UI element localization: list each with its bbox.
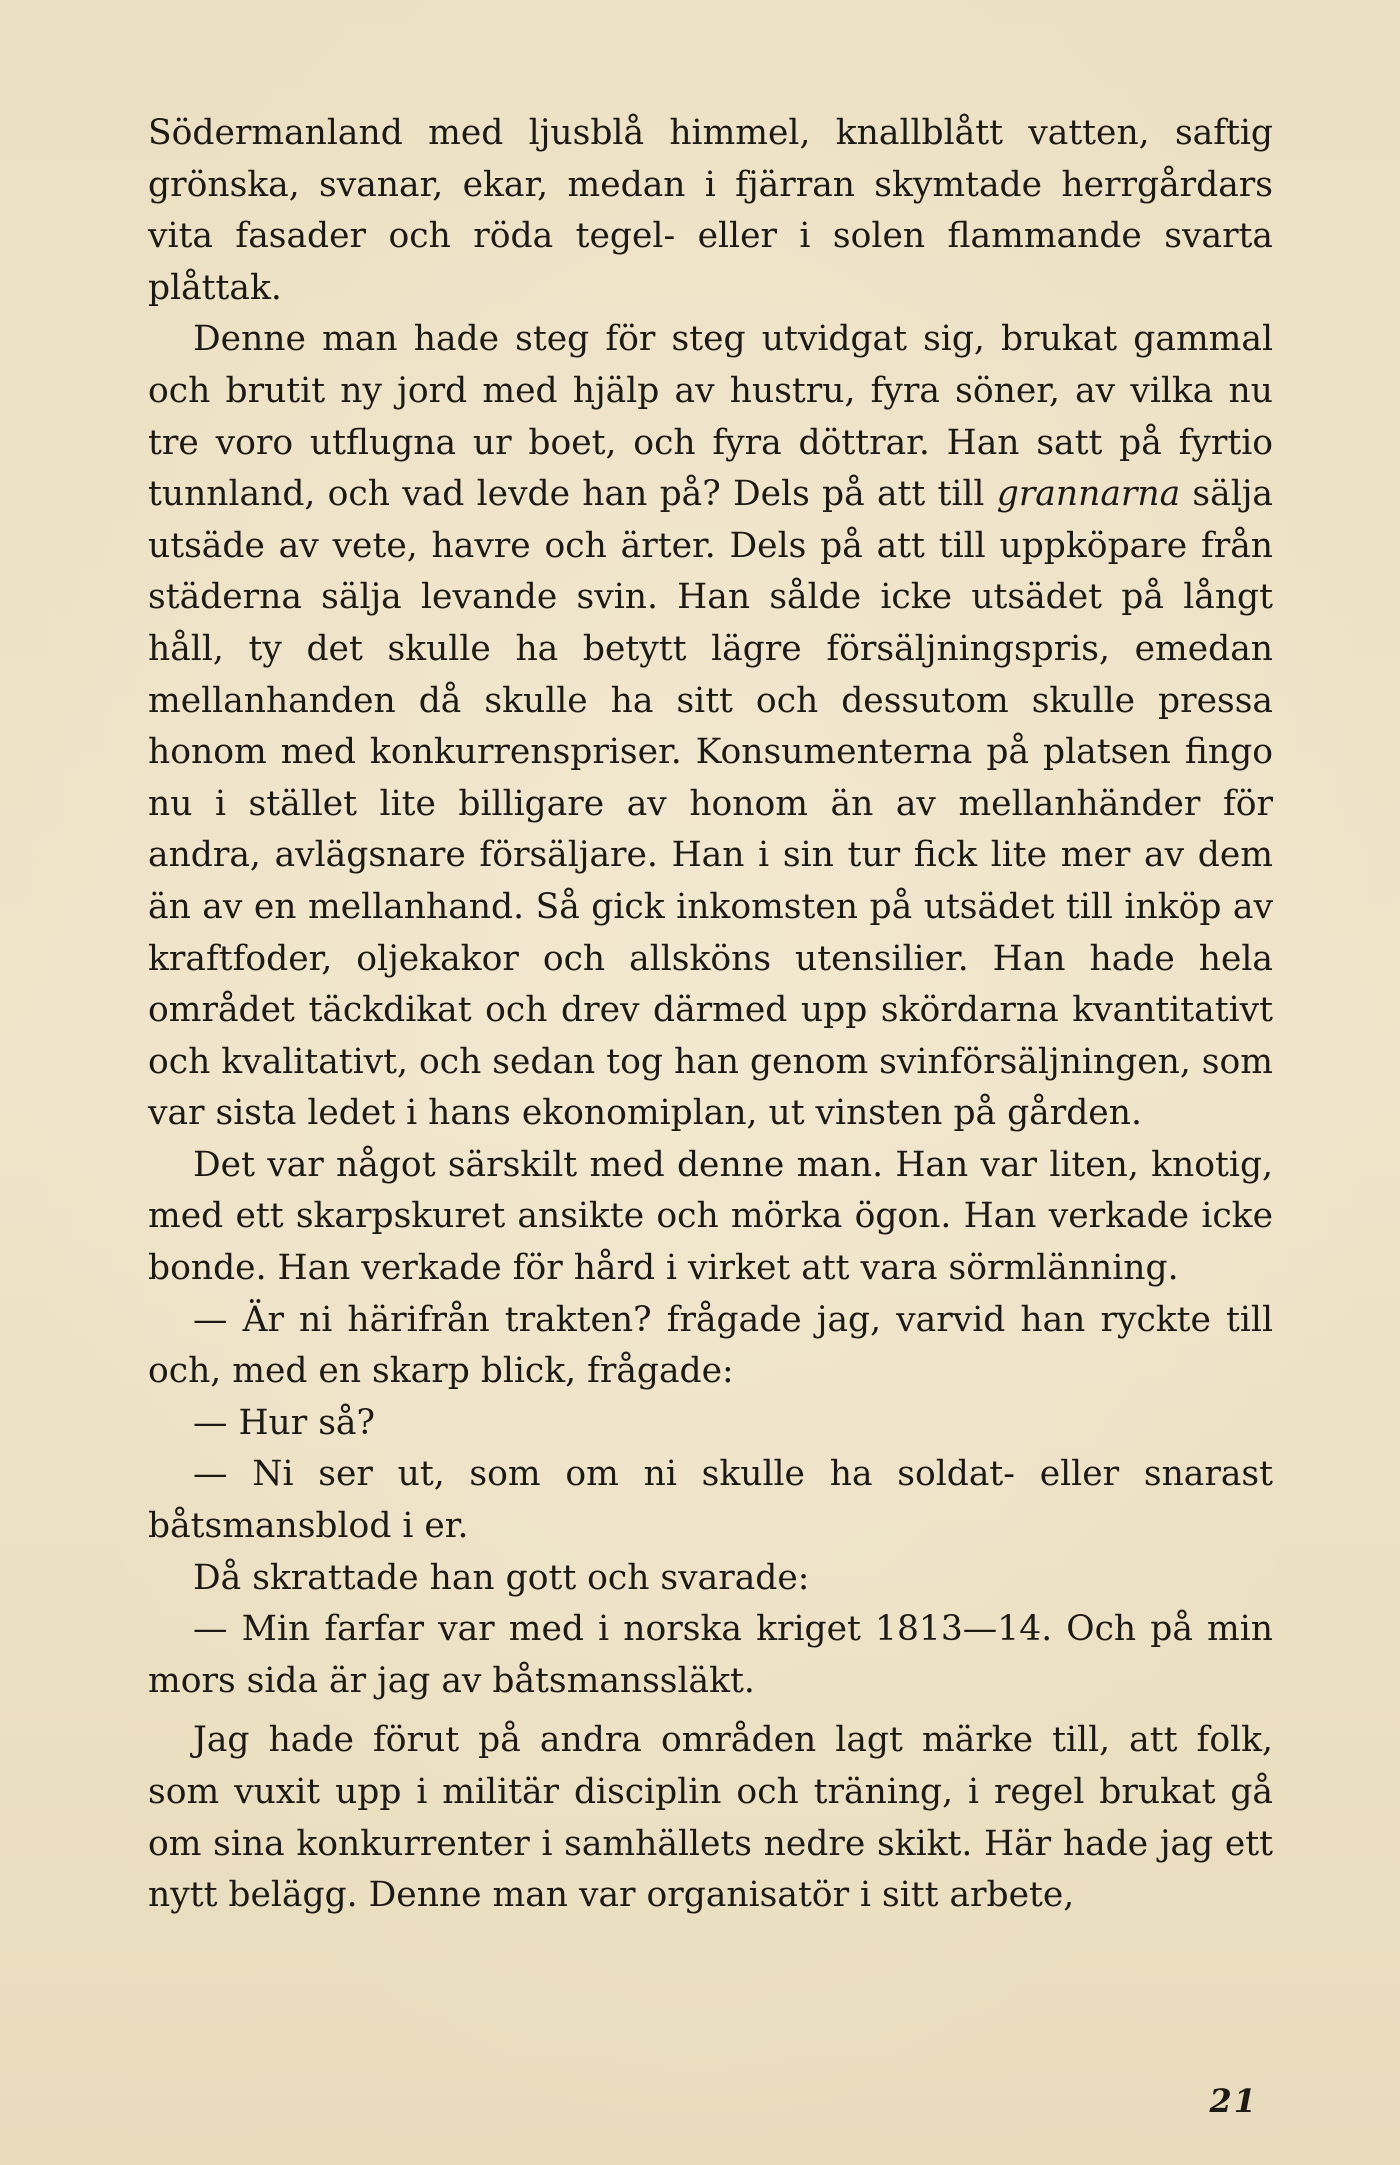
dialogue-line-1: — Är ni härifrån trakten? frågade jag, varvid han ryckte till och, med en skarp blick, frågade:: [148, 1299, 1273, 1392]
body-text: [148, 108, 1273, 1922]
paragraph-2-part-1: Denne man hade steg för steg utvidgat sig, brukat gammal och brutit ny jord med hjälp av hustru, fyra söner, av vilka nu tre voro utflugna ur boet, och fyra döttrar. Han satt på fyrtio tunnland, och vad levde han på? Dels på att till: [148, 319, 1273, 515]
dialogue-line-2: — Hur så?: [193, 1402, 376, 1443]
paragraph-2-part-2: sälja utsäde av vete, havre och ärter. Dels på att till uppköpare från städerna sälja levande svin. Han sålde icke utsädet på långt håll, ty det skulle ha betytt lägre försäljningspris, emedan mellanhanden då skulle ha sitt och dessutom skulle pressa honom med konkurrenspriser. Konsumenterna på platsen fingo nu i stället lite billigare av honom än av mellanhänder för andra, avlägsnare försäljare. Han i sin tur fick lite mer av dem än av en mellanhand. Så gick inkomsten på utsädet till inköp av kraftfoder, oljekakor och allsköns utensilier. Han hade hela området täckdikat och drev därmed upp skördarna kvantitativt och kvalitativt, och sedan tog han genom svinförsäljningen, som var sista ledet i hans ekonomiplan, ut vinsten på gården.: [148, 474, 1273, 1134]
italic-word: grannarna: [996, 474, 1181, 515]
paragraph-3: Det var något särskilt med denne man. Han var liten, knotig, med ett skarpskuret ansikte och mörka ögon. Han verkade icke bonde. Han verkade för hård i virket att vara sörmlänning.: [148, 1144, 1273, 1289]
paragraph-9: Jag hade förut på andra områden lagt märke till, att folk, som vuxit upp i militär disciplin och träning, i regel brukat gå om sina konkurrenter i samhällets nedre skikt. Här hade jag ett nytt belägg. Denne man var organisatör i sitt arbete,: [148, 1720, 1273, 1916]
paragraph-2: [148, 314, 1273, 1140]
dialogue-line-4: — Min farfar var med i norska kriget 1813—14. Och på min mors sida är jag av båtsmanssläkt.: [148, 1609, 1273, 1701]
paragraph-7: Då skrattade han gott och svarade:: [193, 1557, 810, 1598]
page-number: 21: [1209, 2082, 1258, 2120]
paragraph-1: Södermanland med ljusblå himmel, knallblått vatten, saftig grönska, svanar, ekar, medan i fjärran skymtade herrgårdars vita fasader och röda tegel- eller i solen flammande svarta plåttak.: [148, 113, 1273, 308]
dialogue-line-3: — Ni ser ut, som om ni skulle ha soldat- eller snarast båtsmansblod i er.: [148, 1454, 1273, 1547]
